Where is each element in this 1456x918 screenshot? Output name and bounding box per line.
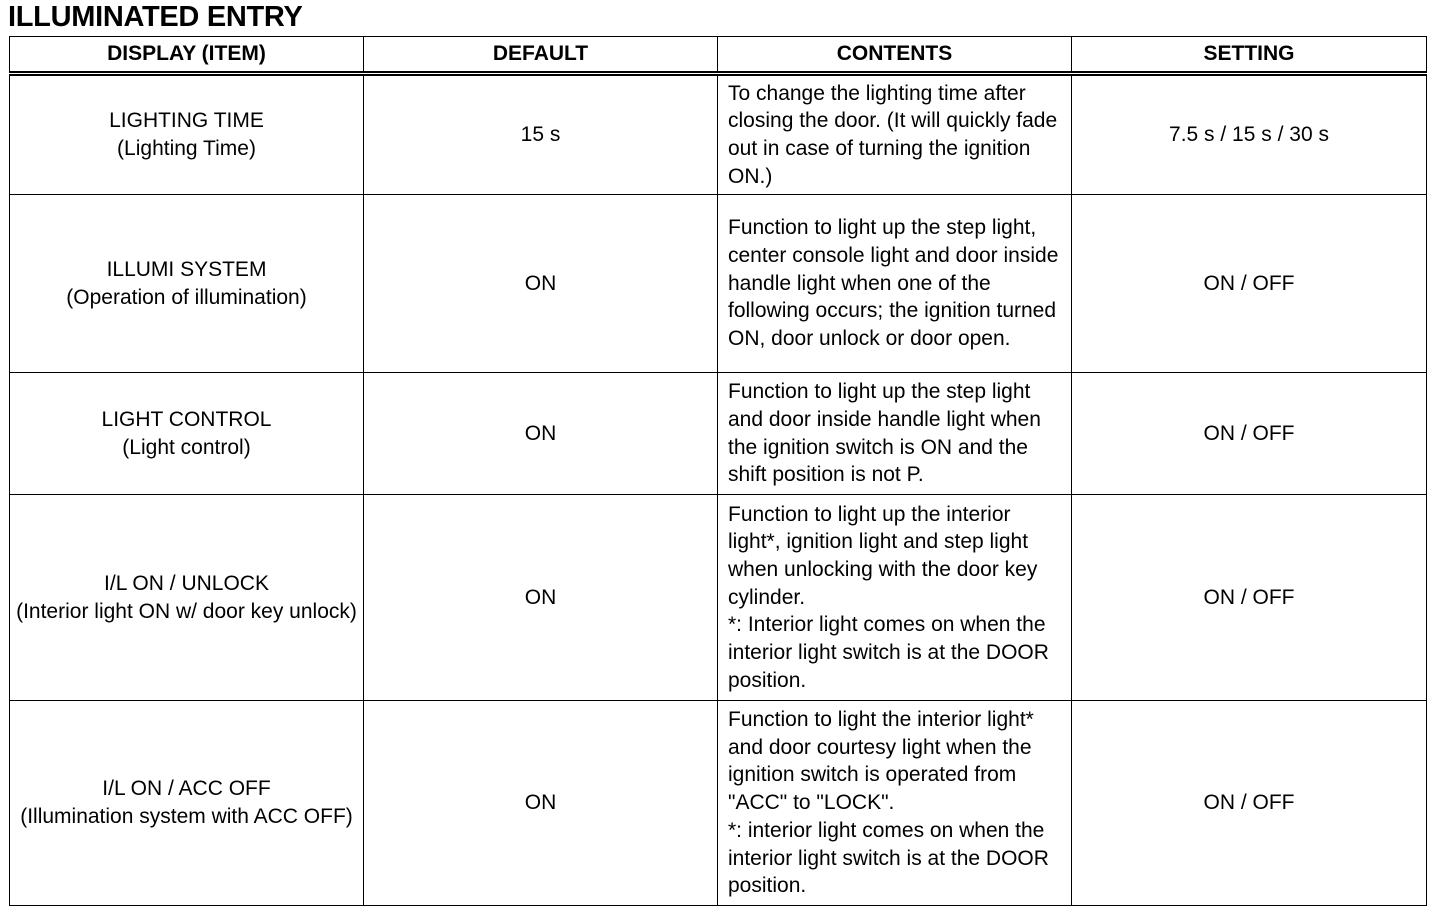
header-setting: SETTING bbox=[1072, 37, 1427, 74]
contents-text: Function to light up the step light, center console light and door inside handle light when one of the following occurs; the ignition turned ON, door unlock or door open. bbox=[728, 216, 1059, 351]
page-title: ILLUMINATED ENTRY bbox=[8, 1, 303, 33]
item-description: (Lighting Time) bbox=[117, 137, 256, 160]
item-name: LIGHTING TIME bbox=[109, 109, 264, 133]
contents-text: Function to light the interior light* and door courtesy light when the ignition switch is operated from "ACC" to "LOCK". bbox=[728, 708, 1034, 815]
item-description: (Operation of illumination) bbox=[66, 285, 307, 309]
item-cell bbox=[10, 373, 364, 495]
default-cell: 15 s bbox=[364, 74, 718, 195]
table-row bbox=[10, 701, 1427, 906]
default-cell: ON bbox=[364, 373, 718, 495]
item-name: LIGHT CONTROL bbox=[101, 407, 272, 431]
header-row bbox=[10, 37, 1427, 74]
setting-cell: ON / OFF bbox=[1072, 495, 1427, 701]
item-cell bbox=[10, 701, 364, 906]
default-cell: ON bbox=[364, 701, 718, 906]
setting-cell: ON / OFF bbox=[1072, 195, 1427, 373]
header-default: DEFAULT bbox=[364, 37, 718, 74]
item-name: I/L ON / UNLOCK bbox=[104, 571, 269, 595]
header-display-item: DISPLAY (ITEM) bbox=[10, 37, 364, 74]
contents-text: Function to light up the step light and door inside handle light when the ignition switch is ON and the shift position is not P. bbox=[728, 380, 1041, 487]
default-cell: ON bbox=[364, 195, 718, 373]
contents-note: *: interior light comes on when the interior light switch is at the DOOR position. bbox=[728, 818, 1049, 898]
settings-table bbox=[9, 36, 1427, 906]
table-row bbox=[10, 373, 1427, 495]
item-cell bbox=[10, 74, 364, 195]
item-description: (Light control) bbox=[122, 435, 251, 459]
item-cell bbox=[10, 495, 364, 701]
header-contents: CONTENTS bbox=[718, 37, 1072, 74]
setting-cell: ON / OFF bbox=[1072, 373, 1427, 495]
contents-cell bbox=[718, 195, 1072, 373]
setting-cell: ON / OFF bbox=[1072, 701, 1427, 906]
item-cell bbox=[10, 195, 364, 373]
table-row bbox=[10, 195, 1427, 373]
contents-text: Function to light up the interior light*, ignition light and step light when unlocking with the door key cylinder. bbox=[728, 502, 1038, 609]
item-description: (Interior light ON w/ door key unlock) bbox=[16, 599, 357, 623]
contents-text: To change the lighting time after closing the door. (It will quickly fade out in case of turning the ignition ON.) bbox=[728, 81, 1058, 188]
contents-cell bbox=[718, 701, 1072, 906]
default-cell: ON bbox=[364, 495, 718, 701]
table-row bbox=[10, 495, 1427, 701]
contents-note: *: Interior light comes on when the interior light switch is at the DOOR position. bbox=[728, 613, 1049, 692]
contents-cell bbox=[718, 373, 1072, 495]
contents-cell bbox=[718, 495, 1072, 701]
contents-cell bbox=[718, 74, 1072, 195]
item-name: ILLUMI SYSTEM bbox=[106, 257, 267, 281]
item-description: (Illumination system with ACC OFF) bbox=[20, 805, 353, 828]
item-name: I/L ON / ACC OFF bbox=[102, 777, 271, 801]
table-row bbox=[10, 74, 1427, 195]
setting-cell: 7.5 s / 15 s / 30 s bbox=[1072, 74, 1427, 195]
